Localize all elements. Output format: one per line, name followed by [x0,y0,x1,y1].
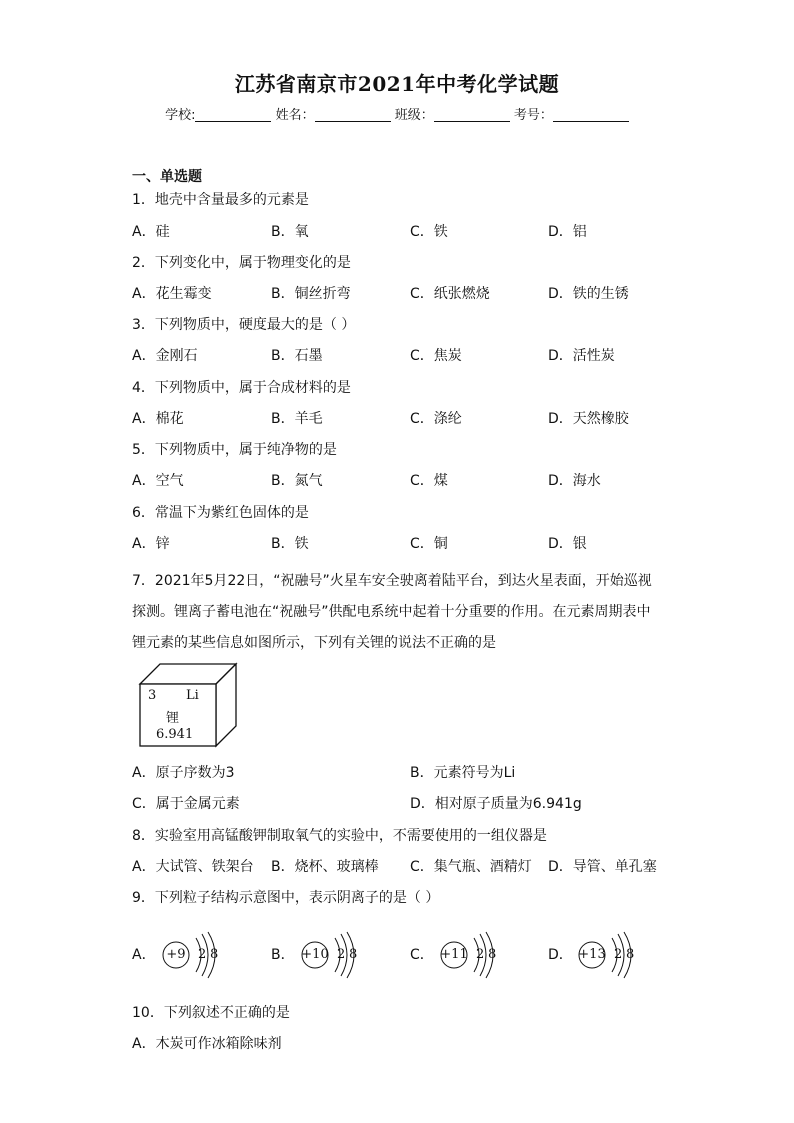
question-1-option-d[interactable]: D．铝 [548,224,587,240]
question-4-stem: 4．下列物质中，属于合成材料的是 [132,380,351,396]
question-9-option-a[interactable] [132,930,252,980]
element-symbol: Li [186,688,199,703]
name-blank[interactable] [315,107,391,122]
shell-2-electrons: 8 [626,947,635,962]
element-atomic-mass: 6.941 [156,727,194,742]
shell-1-electrons: 2 [198,947,207,962]
question-5-option-c[interactable]: C．煤 [410,473,448,489]
question-5-option-b[interactable]: B．氮气 [271,473,323,489]
school-label: 学校: [165,108,196,123]
element-name: 锂 [166,711,180,726]
question-1-option-a[interactable]: A．硅 [132,224,170,240]
question-2-option-c[interactable]: C．纸张燃烧 [410,286,490,302]
question-1-option-b[interactable]: B．氧 [271,224,309,240]
question-6-option-b[interactable]: B．铁 [271,536,309,552]
question-4-option-c[interactable]: C．涤纶 [410,411,462,427]
nucleus-charge: +9 [166,947,186,962]
section-heading: 一、单选题 [132,169,202,185]
nucleus-charge: +11 [440,947,468,962]
question-5-stem: 5．下列物质中，属于纯净物的是 [132,442,337,458]
school-blank[interactable] [195,107,271,122]
question-6-option-a[interactable]: A．锌 [132,536,170,552]
question-9-stem: 9．下列粒子结构示意图中，表示阴离子的是（ ） [132,890,440,906]
question-6-option-d[interactable]: D．银 [548,536,587,552]
question-8-option-c[interactable]: C．集气瓶、酒精灯 [410,859,532,875]
exam-no-label: 考号： [513,108,553,123]
question-8-option-a[interactable]: A．大试管、铁架台 [132,859,254,875]
question-2-option-d[interactable]: D．铁的生锈 [548,286,629,302]
page-title: 江苏省南京市2021年中考化学试题 [234,72,560,96]
question-1-option-c[interactable]: C．铁 [410,224,448,240]
question-5-option-d[interactable]: D．海水 [548,473,601,489]
question-8-option-b[interactable]: B．烧杯、玻璃棒 [271,859,379,875]
question-1-stem: 1．地壳中含量最多的元素是 [132,192,309,208]
question-4-option-d[interactable]: D．天然橡胶 [548,411,629,427]
name-label: 姓名： [275,108,315,123]
nucleus-charge: +13 [578,947,606,962]
class-blank[interactable] [434,107,510,122]
question-7-option-b[interactable]: B．元素符号为Li [410,765,516,781]
exam-no-blank[interactable] [553,107,629,122]
option-label: B． [271,947,295,963]
question-8-option-d[interactable]: D．导管、单孔塞 [548,859,657,875]
question-9-option-d[interactable] [548,930,668,980]
question-2-option-b[interactable]: B．铜丝折弯 [271,286,351,302]
element-cell-lithium [138,660,238,750]
question-3-option-a[interactable]: A．金刚石 [132,348,198,364]
question-4-option-a[interactable]: A．棉花 [132,411,184,427]
question-8-stem: 8．实验室用高锰酸钾制取氧气的实验中，不需要使用的一组仪器是 [132,828,547,844]
question-3-option-b[interactable]: B．石墨 [271,348,323,364]
question-10-stem: 10．下列叙述不正确的是 [132,1005,290,1021]
question-9-option-c[interactable] [410,930,530,980]
question-3-option-c[interactable]: C．焦炭 [410,348,462,364]
option-label: A． [132,947,156,963]
question-7-stem: 7．2021年5月22日，“祝融号”火星车安全驶离着陆平台，到达火星表面，开始巡视探测。锂离子蓄电池在“祝融号”供配电系统中起着十分重要的作用。在元素周期表中锂元素的某些信息如图所示，下列有关锂的说法不正确的是 [132,573,652,651]
shell-1-electrons: 2 [337,947,346,962]
option-label: C． [410,947,434,963]
question-4-option-b[interactable]: B．羊毛 [271,411,323,427]
question-9-option-b[interactable] [271,930,391,980]
question-2-stem: 2．下列变化中，属于物理变化的是 [132,255,351,271]
question-10-option-a[interactable]: A．木炭可作冰箱除味剂 [132,1036,282,1052]
question-3-option-d[interactable]: D．活性炭 [548,348,615,364]
shell-1-electrons: 2 [614,947,623,962]
shell-2-electrons: 8 [488,947,497,962]
question-5-option-a[interactable]: A．空气 [132,473,184,489]
shell-2-electrons: 8 [210,947,219,962]
question-7-option-c[interactable]: C．属于金属元素 [132,796,240,812]
element-atomic-number: 3 [148,688,157,703]
class-label: 班级： [394,108,434,123]
nucleus-charge: +10 [301,947,329,962]
shell-1-electrons: 2 [476,947,485,962]
shell-2-electrons: 8 [349,947,358,962]
question-3-stem: 3．下列物质中，硬度最大的是（ ） [132,317,356,333]
question-2-option-a[interactable]: A．花生霉变 [132,286,212,302]
question-7-option-d[interactable]: D．相对原子质量为6.941g [410,796,582,812]
question-6-option-c[interactable]: C．铜 [410,536,448,552]
question-6-stem: 6．常温下为紫红色固体的是 [132,505,309,521]
option-label: D． [548,947,573,963]
question-7-option-a[interactable]: A．原子序数为3 [132,765,235,781]
student-info-line [0,104,794,123]
